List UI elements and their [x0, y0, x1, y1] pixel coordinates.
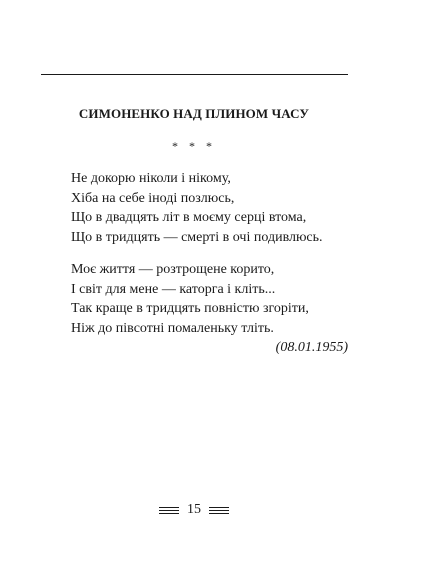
poem-line: Ніж до півсотні помаленьку тліть. — [71, 320, 274, 336]
poem-date: (08.01.1955) — [275, 340, 348, 355]
footer-ornament-right — [209, 507, 229, 514]
poem-line: Не докорю ніколи і нікому, — [71, 171, 231, 186]
page-footer — [0, 500, 388, 520]
poem-line: І світ для мене — каторга і кліть... — [71, 281, 276, 297]
header-rule — [41, 74, 348, 75]
section-separator: * * * — [172, 139, 216, 153]
stanza-2 — [71, 260, 361, 338]
poem-title: СИМОНЕНКО НАД ПЛИНОМ ЧАСУ — [78, 106, 310, 121]
poem-line: Моє життя — розтрощене корито, — [71, 262, 275, 277]
page-number: 15 — [187, 502, 201, 517]
poem-line: Хіба на себе іноді позлюсь, — [71, 190, 235, 206]
stanza-1 — [71, 169, 361, 247]
poem-line: Так краще в тридцять повністю згоріти, — [71, 301, 309, 317]
poem-line: Що в тридцять — смерті в очі подивлюсь. — [71, 229, 323, 245]
poem-line: Що в двадцять літ в моєму серці втома, — [71, 210, 307, 226]
footer-ornament-left — [159, 507, 179, 514]
